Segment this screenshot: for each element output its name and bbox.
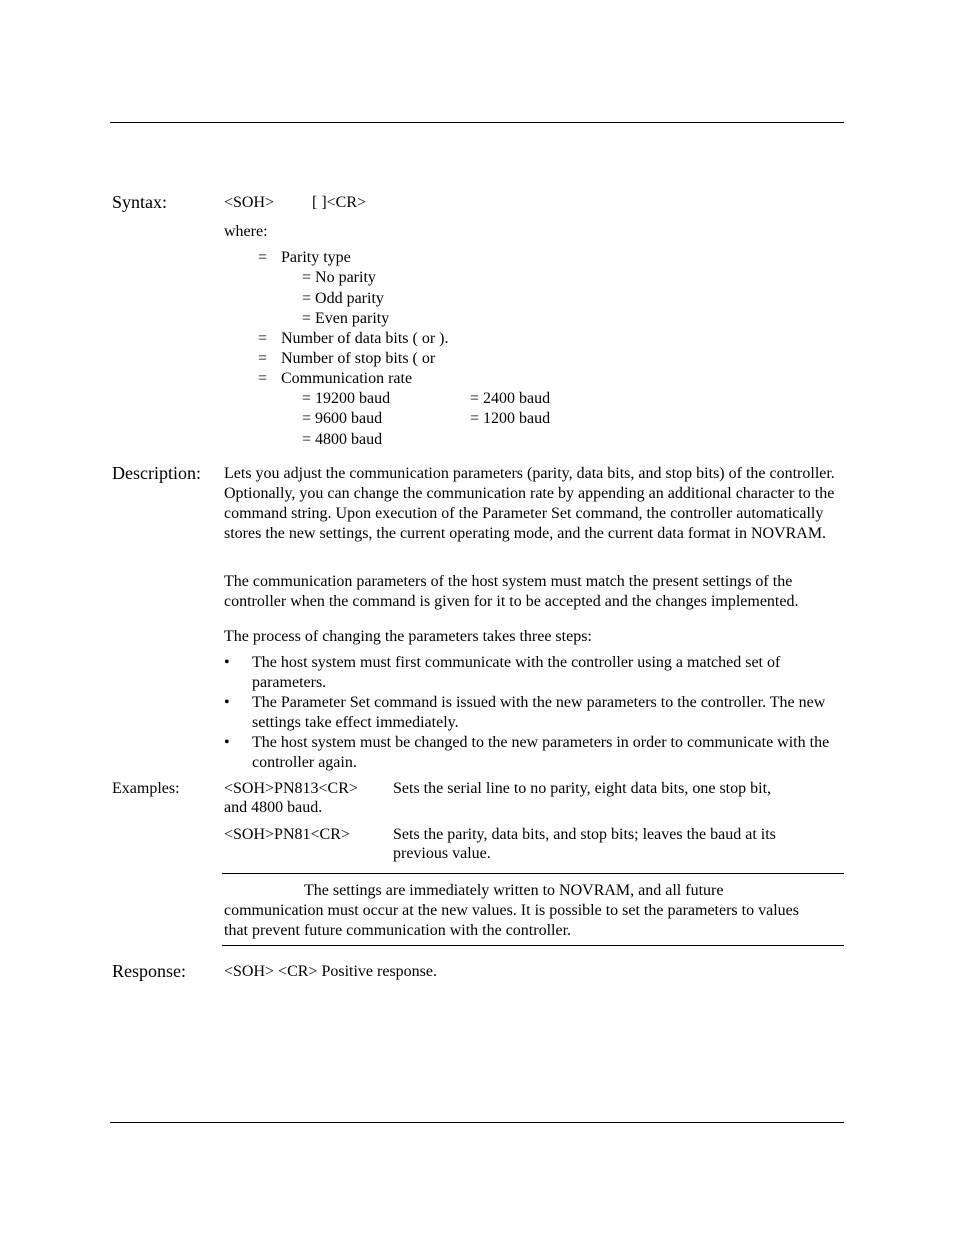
- description-paragraph-2: The communication parameters of the host system must match the present settings of the controller when the command is given for it to be accepted and the changes implemented.: [224, 573, 799, 610]
- example-2-description-line-1: Sets the parity, data bits, and stop bits; leaves the baud at its: [393, 826, 776, 843]
- example-1-description: Sets the serial line to no parity, eight data bits, one stop bit,: [393, 780, 772, 797]
- note-line-2: communication must occur at the new values. It is possible to set the parameters to values: [224, 902, 799, 919]
- syntax-label: Syntax:: [112, 192, 168, 212]
- bullet-icon: •: [224, 654, 230, 671]
- list-item-text: The Parameter Set command is issued with the new parameters to the controller. The new settings take effect immediately.: [252, 694, 826, 731]
- response-text: <SOH> <CR> Positive response.: [224, 963, 437, 980]
- example-1-command: <SOH>PN813<CR>: [224, 780, 358, 797]
- parity-type: Parity type: [281, 249, 351, 266]
- rate-4800: = 4800 baud: [302, 431, 383, 448]
- description-label: Description:: [112, 463, 201, 483]
- example-1-continuation: and 4800 baud.: [224, 799, 323, 816]
- eq-parity: =: [258, 249, 268, 266]
- description-paragraph-1: Lets you adjust the communication parameters (parity, data bits, and stop bits) of the controller. Optionally, you can change the communication rate by appending an additional character to the command string. Upon execution of the Parameter Set command, the controller automatically stores the new settings, the current operating mode, and the current data format in NOVRAM.: [224, 465, 835, 542]
- footer-rule: [110, 1122, 844, 1123]
- description-paragraph-3: The process of changing the parameters takes three steps:: [224, 628, 592, 645]
- rate-2400: = 2400 baud: [470, 390, 551, 407]
- bullet-icon: •: [224, 734, 230, 751]
- examples-label: Examples:: [112, 780, 180, 797]
- rate-19200: = 19200 baud: [302, 390, 391, 407]
- note-line-1: The settings are immediately written to NOVRAM, and all future: [304, 882, 724, 899]
- bullet-icon: •: [224, 694, 230, 711]
- example-2-command: <SOH>PN81<CR>: [224, 826, 350, 843]
- odd-parity: = Odd parity: [302, 290, 384, 307]
- rate-9600: = 9600 baud: [302, 410, 383, 427]
- comm-rate: Communication rate: [281, 370, 413, 387]
- syntax-where: where:: [224, 223, 268, 240]
- stop-bits: Number of stop bits ( or: [281, 350, 436, 367]
- note-box: [222, 873, 844, 946]
- syntax-bracket: [ ]<CR>: [312, 194, 367, 211]
- rate-1200: = 1200 baud: [470, 410, 551, 427]
- even-parity: = Even parity: [302, 310, 390, 327]
- note-line-3: that prevent future communication with the controller.: [224, 922, 572, 939]
- list-item-text: The host system must first communicate with the controller using a matched set of parameters.: [252, 654, 781, 691]
- response-label: Response:: [112, 961, 186, 981]
- eq-comm-rate: =: [258, 370, 268, 387]
- example-2-description-line-2: previous value.: [393, 845, 491, 862]
- no-parity: = No parity: [302, 269, 376, 286]
- header-rule: [110, 122, 844, 123]
- syntax-soh: <SOH>: [224, 194, 275, 211]
- data-bits: Number of data bits ( or ).: [281, 330, 449, 347]
- list-item-text: The host system must be changed to the new parameters in order to communicate with the controller again.: [252, 734, 830, 771]
- eq-data-bits: =: [258, 330, 268, 347]
- eq-stop-bits: =: [258, 350, 268, 367]
